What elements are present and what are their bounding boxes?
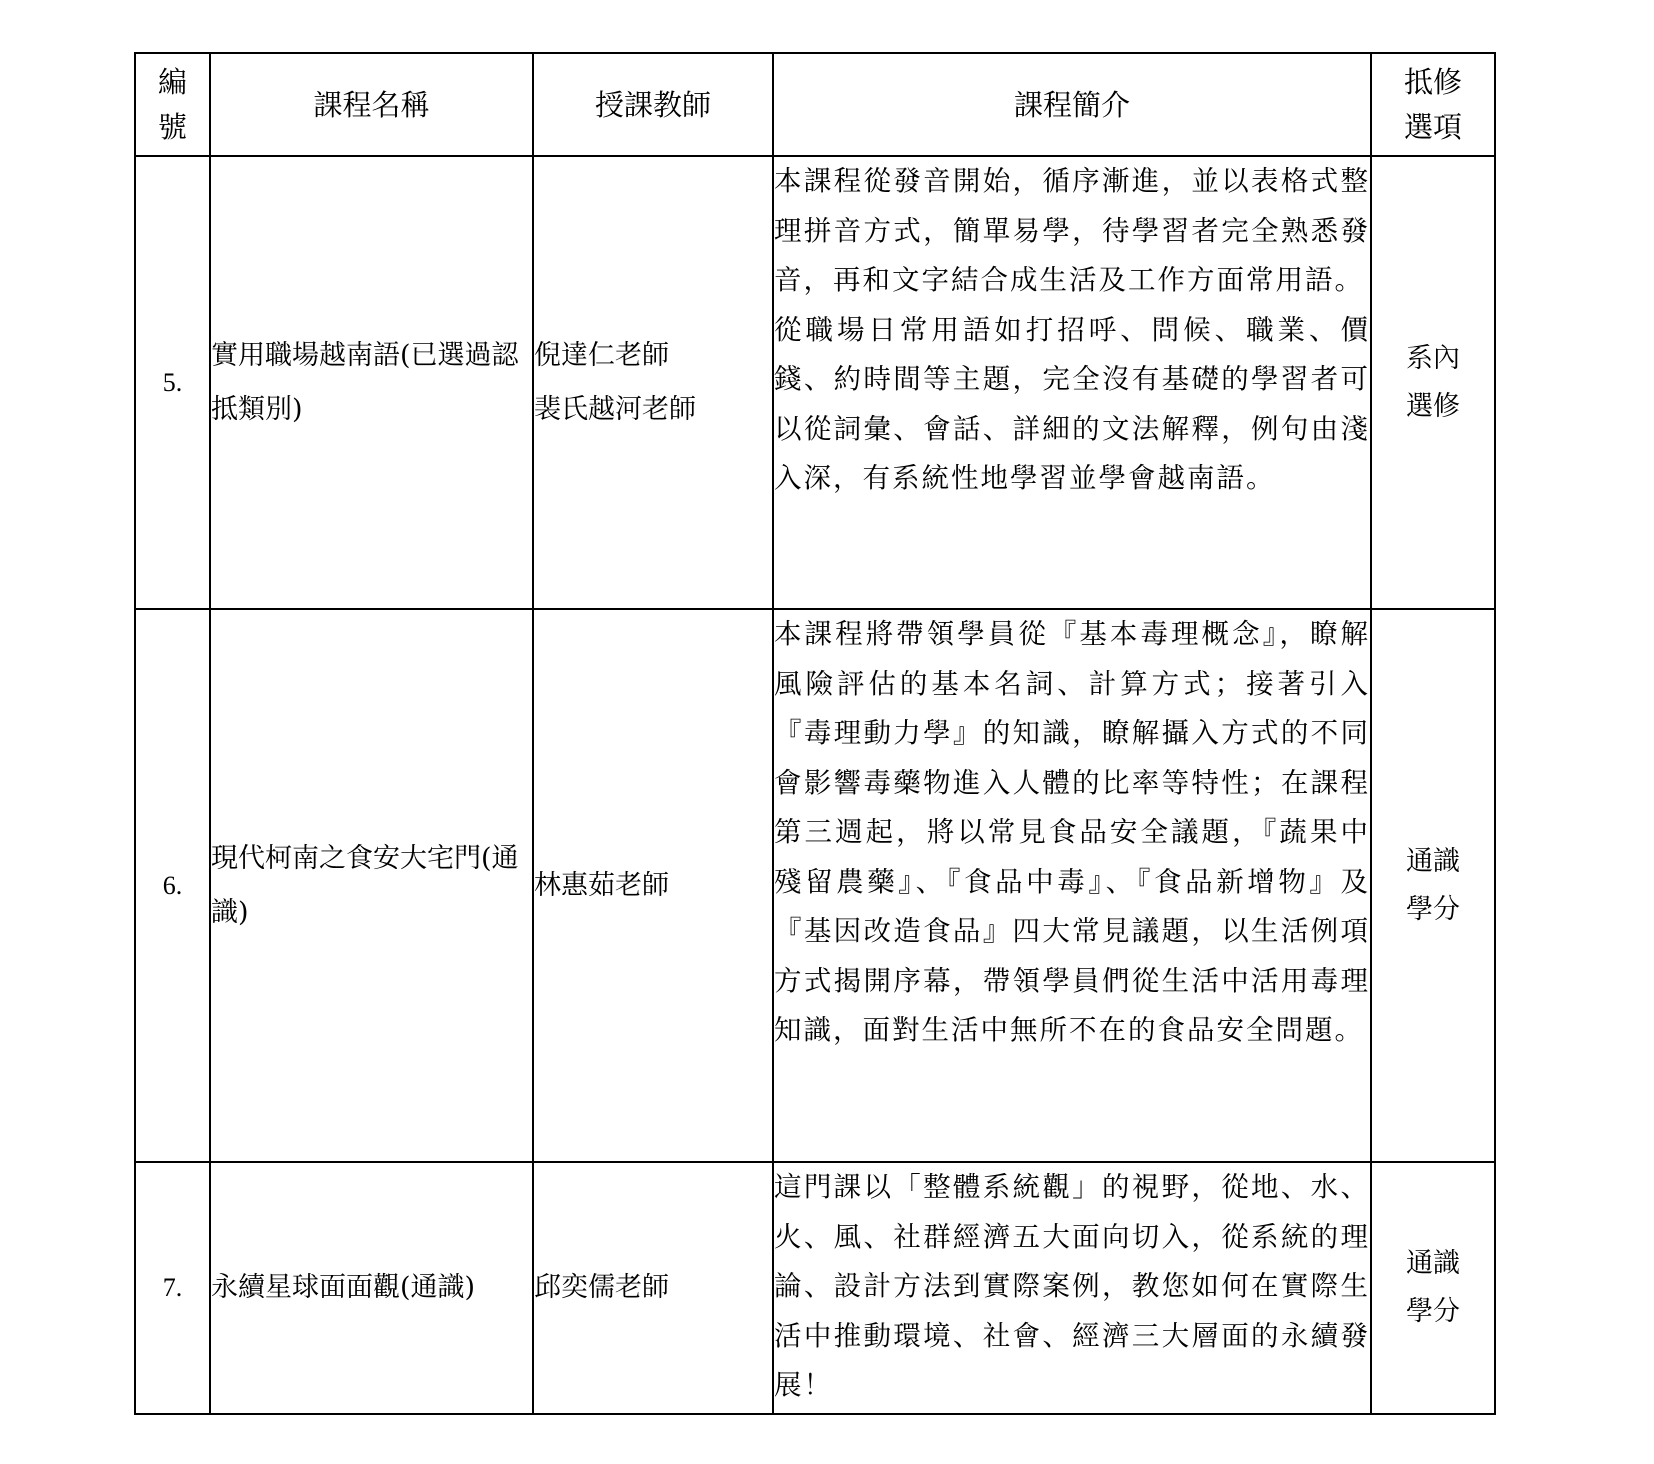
course-description	[773, 156, 1371, 609]
table-row	[135, 156, 1495, 609]
description-paragraph: 本課程從發音開始，循序漸進，並以表格式整理拼音方式，簡單易學，待學習者完全熟悉發音，再和文字結合成生活及工作方面常用語。	[774, 165, 1370, 296]
course-description	[773, 1162, 1371, 1414]
description-paragraph: 從職場日常用語如打招呼、問候、職業、價錢、約時間等主題，完全沒有基礎的學習者可以從詞彙、會話、詳細的文法解釋，例句由淺入深，有系統性地學習並學會越南語。	[774, 313, 1370, 494]
course-teacher: 林惠茹老師	[533, 609, 773, 1162]
course-table	[134, 52, 1496, 1415]
course-option: 系內 選修	[1371, 156, 1495, 609]
header-option: 抵修 選項	[1371, 53, 1495, 156]
table-row	[135, 1162, 1495, 1414]
table-row	[135, 609, 1495, 1162]
header-course-name: 課程名稱	[210, 53, 533, 156]
header-description: 課程簡介	[773, 53, 1371, 156]
header-teacher: 授課教師	[533, 53, 773, 156]
course-number: 7.	[135, 1162, 210, 1414]
description-paragraph: 這門課以「整體系統觀」的視野，從地、水、火、風、社群經濟五大面向切入，從系統的理論、設計方法到實際案例，教您如何在實際生活中推動環境、社會、經濟三大層面的永續發展！	[774, 1171, 1370, 1401]
course-description	[773, 609, 1371, 1162]
course-option: 通識 學分	[1371, 609, 1495, 1162]
course-teacher: 倪達仁老師 裴氏越河老師	[533, 156, 773, 609]
course-name: 現代柯南之食安大宅門(通識)	[210, 609, 533, 1162]
course-number: 6.	[135, 609, 210, 1162]
course-option: 通識 學分	[1371, 1162, 1495, 1414]
course-name: 永續星球面面觀(通識)	[210, 1162, 533, 1414]
course-teacher: 邱奕儒老師	[533, 1162, 773, 1414]
header-row	[135, 53, 1495, 156]
description-paragraph: 本課程將帶領學員從『基本毒理概念』，瞭解風險評估的基本名詞、計算方式；接著引入『毒理動力學』的知識，瞭解攝入方式的不同會影響毒藥物進入人體的比率等特性；在課程第三週起，將以常見食品安全議題，『蔬果中殘留農藥』、『食品中毒』、『食品新增物』及『基因改造食品』四大常見議題，以生活例項方式揭開序幕，帶領學員們從生活中活用毒理知識，面對生活中無所不在的食品安全問題。	[774, 618, 1370, 1046]
course-name: 實用職場越南語(已選過認抵類別)	[210, 156, 533, 609]
course-number: 5.	[135, 156, 210, 609]
header-number: 編 號	[135, 53, 210, 156]
